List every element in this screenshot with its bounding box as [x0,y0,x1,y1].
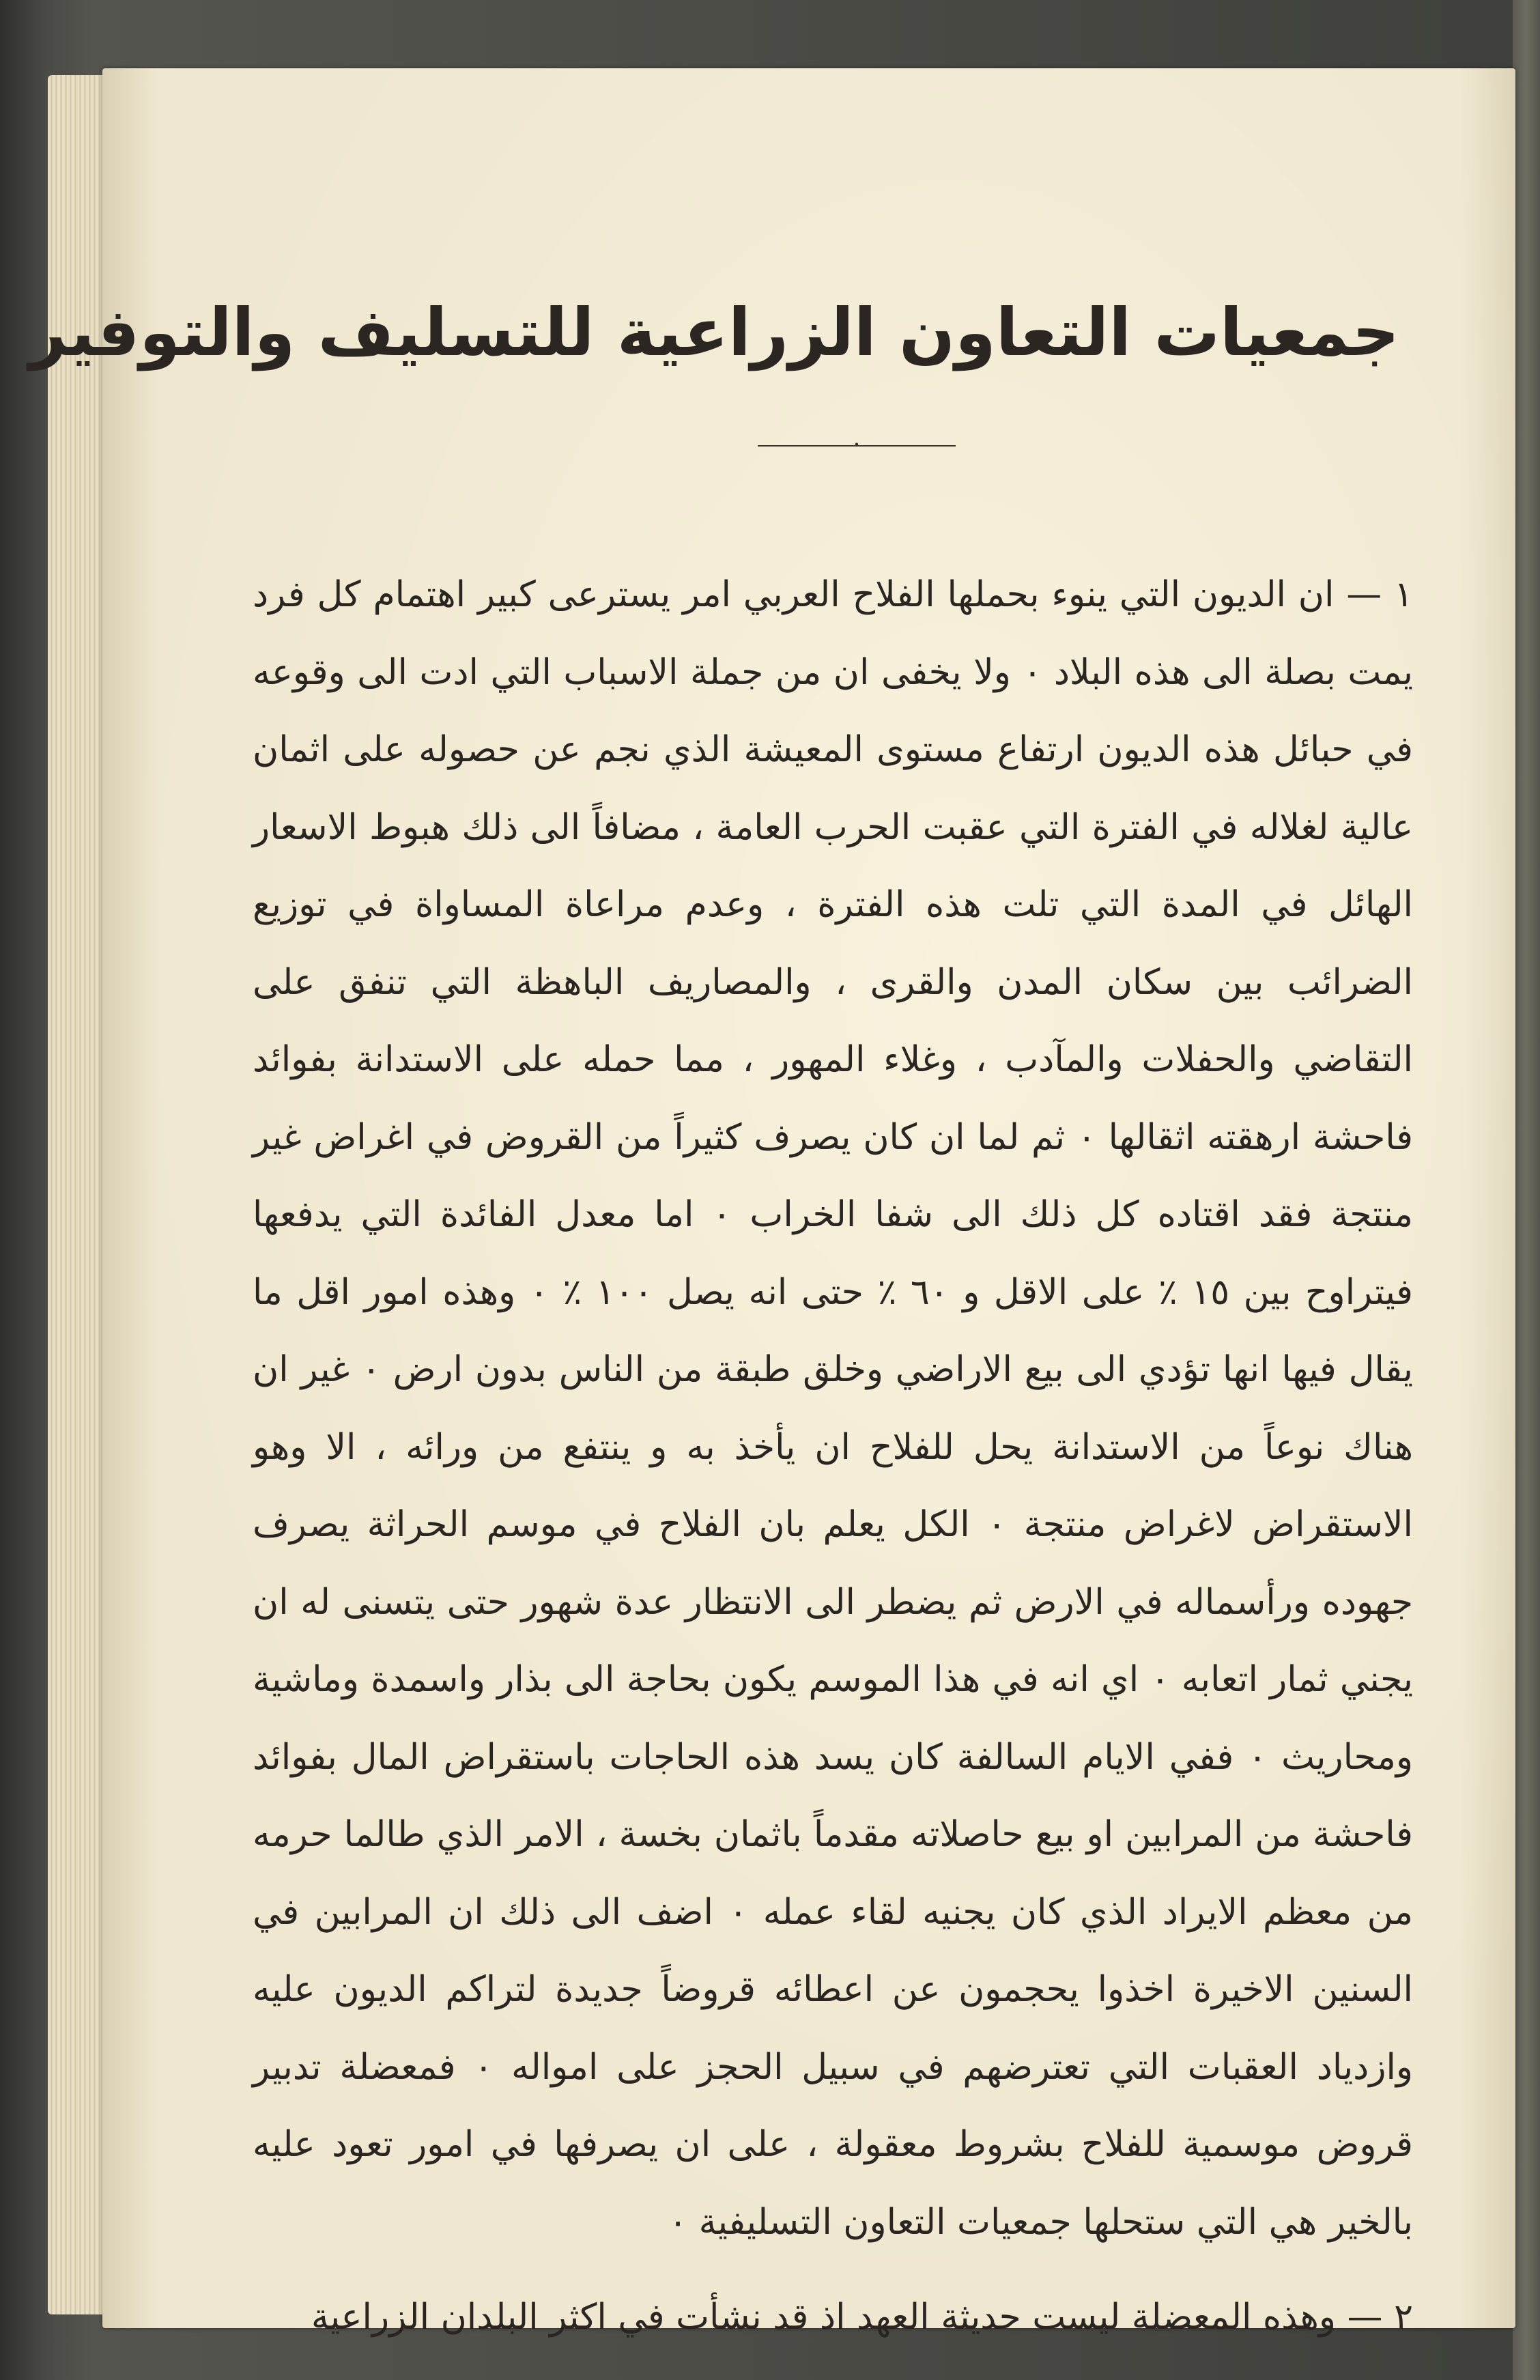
paragraph-1: ١ — ان الديون التي ينوء بحملها الفلاح العربي امر يسترعى كبير اهتمام كل فرد يمت بصلة الى هذه البلاد ٠ ولا يخفى ان من جملة الاسباب التي ادت الى وقوعه في حبائل هذه الديون ارتفاع مستوى المعيشة الذي نجم عن حصوله على اثمان عالية لغلاله في الفترة التي عقبت الحرب العامة ، مضافاً الى ذلك هبوط الاسعار الهائل في المدة التي تلت هذه الفترة ، وعدم مراعاة المساواة في توزيع الضرائب بين سكان المدن والقرى ، والمصاريف الباهظة التي تنفق على التقاضي والحفلات والمآدب ، وغلاء المهور ، مما حمله على الاستدانة بفوائد فاحشة ارهقته اثقالها ٠ ثم لما ان كان يصرف كثيراً من القروض في اغراض غير منتجة فقد اقتاده كل ذلك الى شفا الخراب ٠ اما معدل الفائدة التي يدفعها فيتراوح بين ١٥ ٪ على الاقل و ٦٠ ٪ حتى انه يصل ١٠٠ ٪ ٠ وهذه امور اقل ما يقال فيها انها تؤدي الى بيع الاراضي وخلق طبقة من الناس بدون ارض ٠ غير ان هناك نوعاً من الاستدانة يحل للفلاح ان يأخذ به و ينتفع من ورائه ، الا وهو الاستقراض لاغراض منتجة ٠ الكل يعلم بان الفلاح في موسم الحراثة يصرف جهوده ورأسماله في الارض ثم يضطر الى الانتظار عدة شهور حتى يتسنى له ان يجني ثمار اتعابه ٠ اي انه في هذا الموسم يكون بحاجة الى بذار واسمدة وماشية ومحاريث ٠ ففي الايام السالفة كان يسد هذه الحاجات باستقراض المال بفوائد فاحشة من المرابين او بيع حاصلاته مقدماً باثمان بخسة ، الامر الذي طالما حرمه من معظم الايراد الذي كان يجنيه لقاء عمله ٠ اضف الى ذلك ان المرابين في السنين الاخيرة اخذوا يحجمون عن اعطائه قروضاً جديدة لتراكم الديون عليه وازدياد العقبات التي تعترضهم في سبيل الحجز على امواله ٠ فمعضلة تدبير قروض موسمية للفلاح بشروط معقولة ، على ان يصرفها في امور تعود عليه بالخير هي التي ستحلها جمعيات التعاون التسليفية ٠ [253,574,1414,2243]
paragraph-2: ٢ — وهذه المعضلة ليست حديثة العهد اذ قد نشأت في اكثر البلدان الزراعية [311,2297,1413,2338]
page-title: جمعيات التعاون الزراعية للتسليف والتوفير [29,294,1399,371]
page-edges [48,75,109,2314]
body-text [253,556,1413,2357]
title-divider-ornament: • [853,438,860,451]
book-cover-edge [1513,0,1540,2380]
